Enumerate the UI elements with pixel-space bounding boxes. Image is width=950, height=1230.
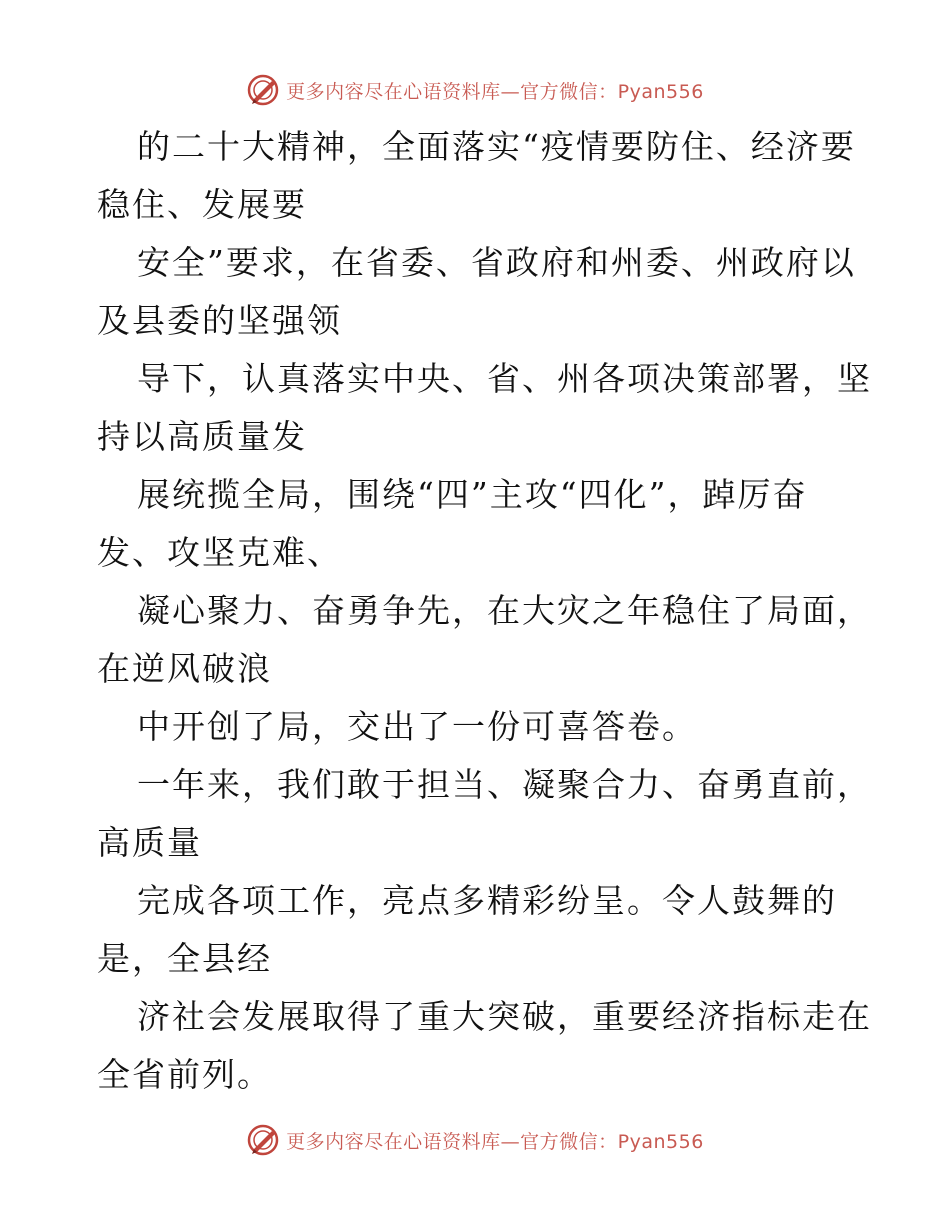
watermark-text: 更多内容尽在心语资料库—官方微信：Pyan556	[286, 80, 704, 103]
pen-logo-icon	[246, 73, 280, 107]
header-watermark	[0, 70, 950, 110]
paragraph: 安全”要求，在省委、省政府和州委、州政府以 及县委的坚强领	[97, 243, 856, 340]
paragraph: 中开创了局，交出了一份可喜答卷。	[137, 707, 697, 746]
paragraph: 导下，认真落实中央、省、州各项决策部署，坚 持以高质量发	[97, 359, 872, 456]
paragraph: 展统揽全局，围绕“四”主攻“四化”，踔厉奋 发、攻坚克难、	[97, 475, 808, 572]
paragraph: 完成各项工作，亮点多精彩纷呈。令人鼓舞的 是，全县经	[97, 881, 837, 978]
pen-logo-icon	[246, 1123, 280, 1157]
paragraph: 一年来，我们敢于担当、凝聚合力、奋勇直前， 高质量	[97, 765, 872, 862]
document-body	[97, 118, 872, 1104]
paragraph: 的二十大精神，全面落实“疫情要防住、经济要 稳住、发展要	[97, 127, 856, 224]
watermark-text: 更多内容尽在心语资料库—官方微信：Pyan556	[286, 1130, 704, 1153]
paragraph: 凝心聚力、奋勇争先，在大灾之年稳住了局面， 在逆风破浪	[97, 591, 872, 688]
paragraph: 济社会发展取得了重大突破，重要经济指标走在 全省前列。	[97, 997, 872, 1094]
footer-watermark	[0, 1120, 950, 1160]
